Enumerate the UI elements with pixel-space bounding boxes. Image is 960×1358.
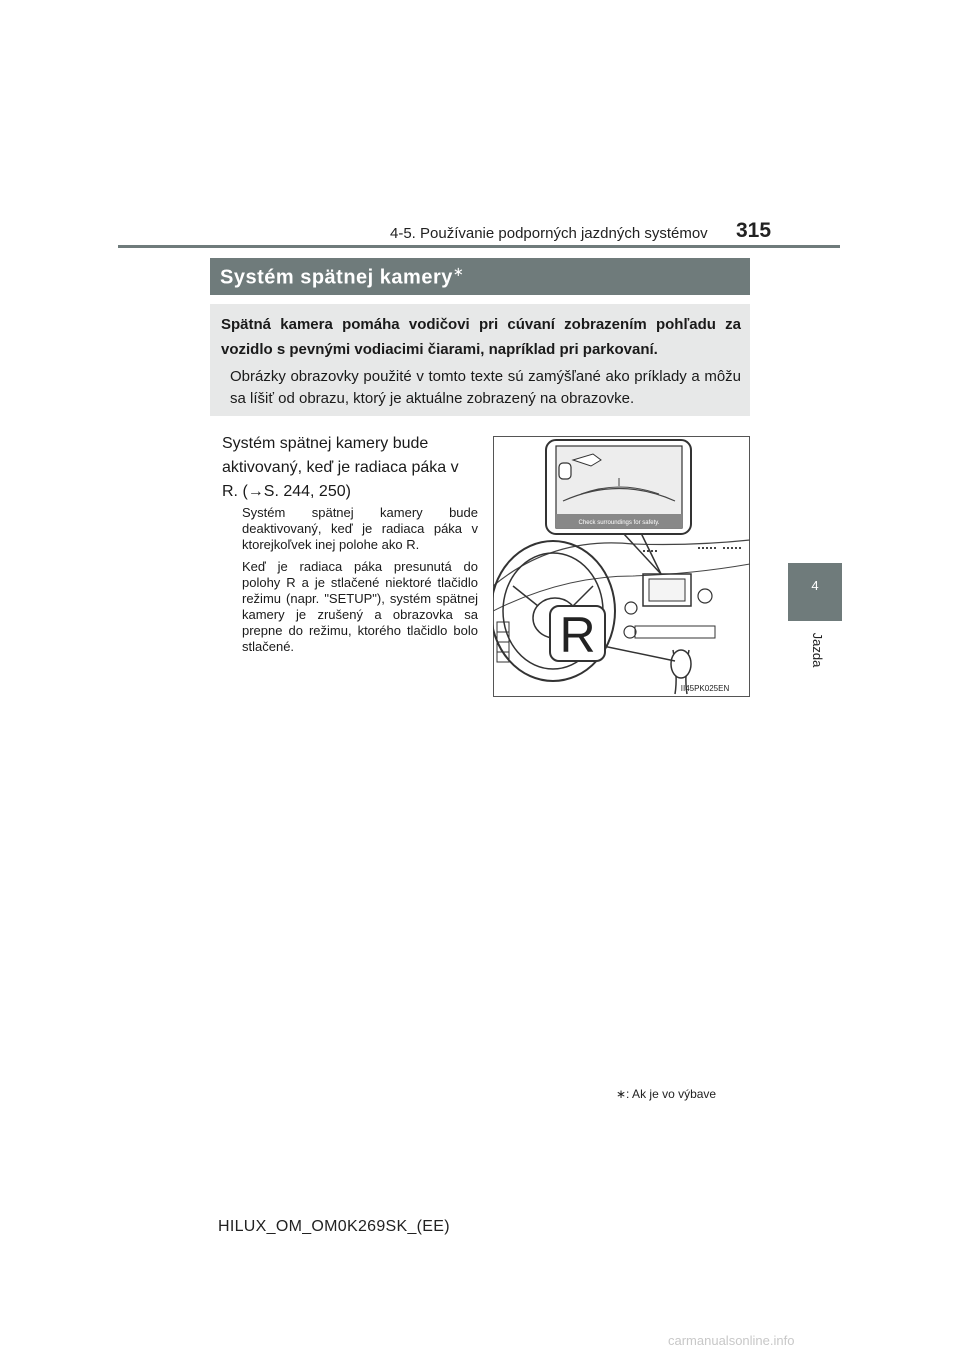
- footnote: ∗: Ak je vo výbave: [616, 1087, 717, 1101]
- body-paragraph: Systém spätnej kamery bude aktivovaný, keď je radiaca páka v R. (→S. 244, 250): [222, 435, 459, 500]
- intro-summary: Spätná kamera pomáha vodičovi pri cúvaní zobrazením pohľadu za vozidlo s pevnými vodiacimi čiarami, napríklad pri parkovaní.: [221, 316, 741, 358]
- page-title: [220, 264, 464, 290]
- dashboard-illustration: [493, 436, 750, 697]
- optional-equipment-marker: ∗: [452, 264, 465, 279]
- intro-note: Obrázky obrazovky použité v tomto texte sú zamýšľané ako príklady a môžu sa líšiť od obrazu, ktorý je aktuálne zobrazený na obrazovke.: [230, 368, 741, 407]
- gear-r-label: R: [559, 607, 596, 663]
- screen-caption: Check surroundings for safety.: [578, 520, 660, 526]
- watermark: carmanualsonline.info: [668, 1333, 795, 1348]
- page-number: 315: [736, 219, 772, 242]
- document-code: HILUX_OM_OM0K269SK_(EE): [218, 1218, 450, 1235]
- body-note-mode-switch: Keď je radiaca páka presunutá do polohy R a je stlačené niektoré tlačidlo režimu (napr. "SETUP"), systém spätnej kamery je zrušený a obrazovka sa prepne do režimu, ktorého tlačidlo bolo stlačené.: [242, 559, 478, 654]
- section-heading: 4-5. Používanie podporných jazdných systémov: [390, 225, 708, 242]
- chapter-number: 4: [811, 578, 819, 593]
- page-title-text: Systém spätnej kamery: [220, 266, 453, 289]
- illustration-code: II45PK025EN: [680, 684, 730, 693]
- body-note-deactivation: Systém spätnej kamery bude deaktivovaný, keď je radiaca páka v ktorejkoľvek inej polohe ako R.: [242, 505, 478, 552]
- header-divider: [118, 245, 840, 248]
- chapter-label: Jazda: [810, 632, 825, 668]
